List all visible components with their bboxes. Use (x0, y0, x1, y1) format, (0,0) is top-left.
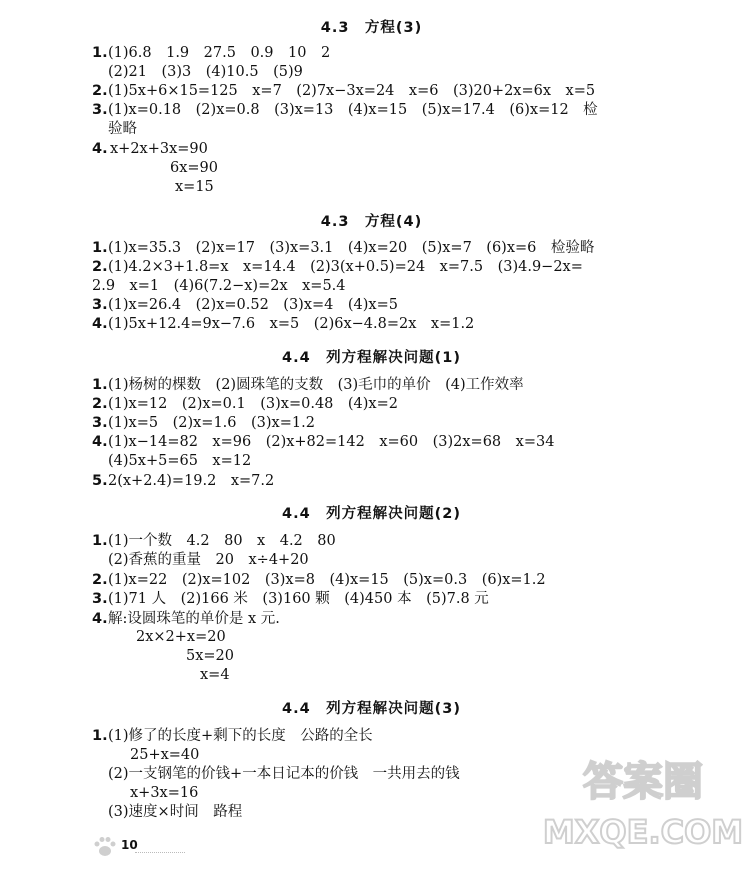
answer-line: 验略 (108, 121, 137, 137)
question-number: 4. (92, 434, 108, 450)
section-title: 4.4 列方程解决问题(1) (281, 350, 462, 366)
answer-line: 25+x=40 (130, 747, 200, 763)
answer-line: (1)x=0.18 (2)x=0.8 (3)x=13 (4)x=15 (5)x=17.4 (6)x=12 检 (108, 102, 598, 118)
question-number: 3. (92, 102, 108, 118)
question-number: 4. (92, 141, 108, 157)
answer-line: (1)修了的长度+剩下的长度 公路的全长 (108, 728, 373, 744)
paw-icon (92, 834, 118, 860)
question-number: 2. (92, 83, 108, 99)
question-number: 5. (92, 473, 108, 489)
section-title: 4.4 列方程解决问题(3) (281, 701, 462, 717)
answer-line: x=15 (175, 179, 214, 195)
question-number: 3. (92, 297, 108, 313)
question-number: 1. (92, 240, 108, 256)
answer-line: x=4 (200, 667, 230, 683)
section-title: 4.4 列方程解决问题(2) (281, 506, 462, 522)
answer-line: (1)x−14=82 x=96 (2)x+82=142 x=60 (3)2x=68 x=34 (108, 434, 555, 450)
answer-line: (1)x=22 (2)x=102 (3)x=8 (4)x=15 (5)x=0.3 (6)x=1.2 (108, 572, 546, 588)
answer-line: (2)香蕉的重量 20 x÷4+20 (108, 552, 309, 568)
answer-line: (4)5x+5=65 x=12 (108, 453, 252, 469)
answer-line: (1)5x+12.4=9x−7.6 x=5 (2)6x−4.8=2x x=1.2 (108, 316, 475, 332)
answer-line: (1)5x+6×15=125 x=7 (2)7x−3x=24 x=6 (3)20+2x=6x x=5 (108, 83, 596, 99)
question-number: 4. (92, 316, 108, 332)
answer-line: (1)71 人 (2)166 米 (3)160 颗 (4)450 本 (5)7.8 元 (108, 591, 489, 607)
answer-line: (3)速度×时间 路程 (108, 804, 243, 820)
answer-line: (1)x=12 (2)x=0.1 (3)x=0.48 (4)x=2 (108, 396, 398, 412)
footer-divider (135, 852, 185, 854)
answer-line: (1)x=26.4 (2)x=0.52 (3)x=4 (4)x=5 (108, 297, 398, 313)
answer-line: 2.9 x=1 (4)6(7.2−x)=2x x=5.4 (92, 278, 346, 294)
question-number: 1. (92, 728, 108, 744)
question-number: 1. (92, 45, 108, 61)
question-number: 1. (92, 533, 108, 549)
answer-line: 2(x+2.4)=19.2 x=7.2 (108, 473, 275, 489)
answer-line: (1)x=35.3 (2)x=17 (3)x=3.1 (4)x=20 (5)x=7 (6)x=6 检验略 (108, 240, 595, 256)
answer-line: (1)一个数 4.2 80 x 4.2 80 (108, 533, 336, 549)
answer-line: x+2x+3x=90 (110, 141, 208, 157)
answer-line: (1)x=5 (2)x=1.6 (3)x=1.2 (108, 415, 315, 431)
answer-line: (1)4.2×3+1.8=x x=14.4 (2)3(x+0.5)=24 x=7.5 (3)4.9−2x= (108, 259, 583, 275)
answer-line: 2x×2+x=20 (136, 629, 226, 645)
answer-line: (1)6.8 1.9 27.5 0.9 10 2 (108, 45, 331, 61)
question-number: 2. (92, 259, 108, 275)
answer-line: 5x=20 (186, 648, 235, 664)
question-number: 4. (92, 611, 108, 627)
question-number: 2. (92, 572, 108, 588)
answer-line: (2)21 (3)3 (4)10.5 (5)9 (108, 64, 303, 80)
answer-line: (2)一支钢笔的价钱+一本日记本的价钱 一共用去的钱 (108, 766, 460, 782)
question-number: 2. (92, 396, 108, 412)
section-title: 4.3 方程(4) (320, 214, 423, 230)
watermark-logo (542, 743, 743, 863)
question-number: 3. (92, 591, 108, 607)
question-number: 1. (92, 377, 108, 393)
answer-line: (1)杨树的棵数 (2)圆珠笔的支数 (3)毛巾的单价 (4)工作效率 (108, 377, 524, 393)
page-number: 10 (121, 838, 138, 852)
question-number: 3. (92, 415, 108, 431)
svg-text:答案圈: 答案圈 (583, 759, 703, 805)
answer-line: 解:设圆珠笔的单价是 x 元. (108, 611, 280, 627)
answer-line: x+3x=16 (130, 785, 199, 801)
svg-text:MXQE.COM: MXQE.COM (542, 813, 743, 851)
answer-line: 6x=90 (170, 160, 219, 176)
section-title: 4.3 方程(3) (320, 20, 423, 36)
